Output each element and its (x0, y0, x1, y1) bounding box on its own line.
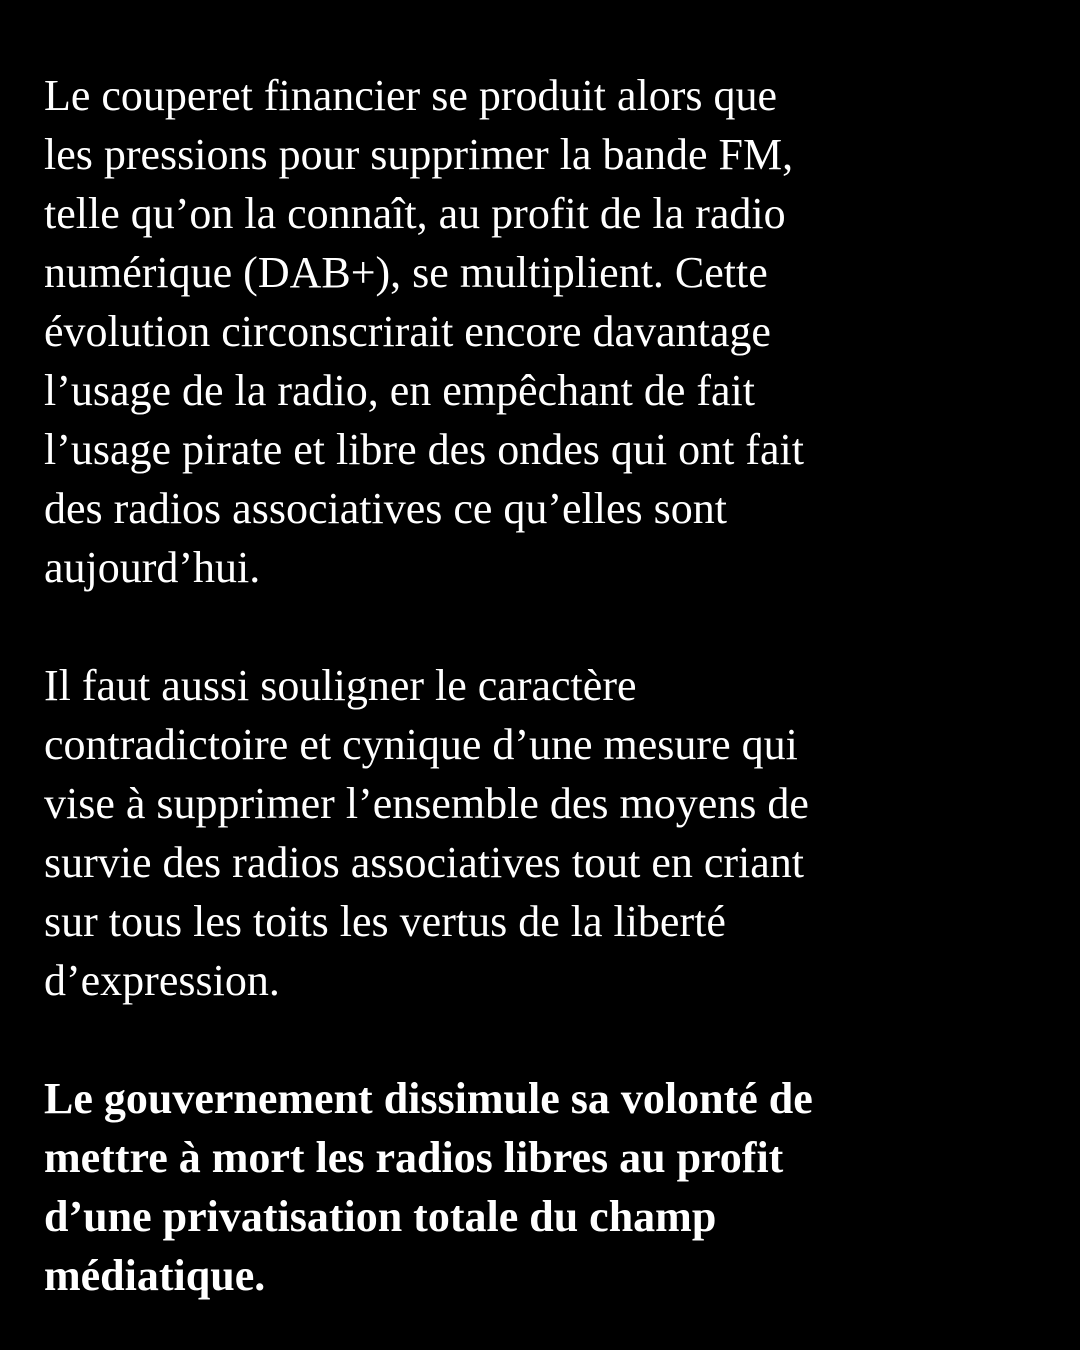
paragraph-contradiction (44, 656, 1044, 1010)
text-line: l’usage de la radio, en empêchant de fait (44, 366, 756, 415)
text-line: telle qu’on la connaît, au profit de la radio (44, 189, 786, 238)
text-line: mettre à mort les radios libres au profit (44, 1133, 784, 1182)
text-line: survie des radios associatives tout en criant (44, 838, 805, 887)
text-line: numérique (DAB+), se multiplient. Cette (44, 248, 768, 297)
text-line: l’usage pirate et libre des ondes qui ont fait (44, 425, 804, 474)
text-line: d’une privatisation totale du champ (44, 1192, 717, 1241)
text-line: Le couperet financier se produit alors que (44, 71, 778, 120)
text-line: Le gouvernement dissimule sa volonté de (44, 1074, 813, 1123)
text-line: les pressions pour supprimer la bande FM, (44, 130, 794, 179)
paragraph-conclusion-bold (44, 1069, 1044, 1305)
text-line: vise à supprimer l’ensemble des moyens de (44, 779, 809, 828)
text-line: médiatique. (44, 1251, 266, 1300)
text-line: des radios associatives ce qu’elles sont (44, 484, 728, 533)
text-line: Il faut aussi souligner le caractère (44, 661, 637, 710)
paragraph-fm-band (44, 66, 1044, 597)
text-line: contradictoire et cynique d’une mesure qui (44, 720, 798, 769)
article-text (44, 66, 1044, 1305)
text-line: évolution circonscrirait encore davantage (44, 307, 771, 356)
text-line: d’expression. (44, 956, 280, 1005)
text-line: sur tous les toits les vertus de la liberté (44, 897, 726, 946)
text-line: aujourd’hui. (44, 543, 261, 592)
